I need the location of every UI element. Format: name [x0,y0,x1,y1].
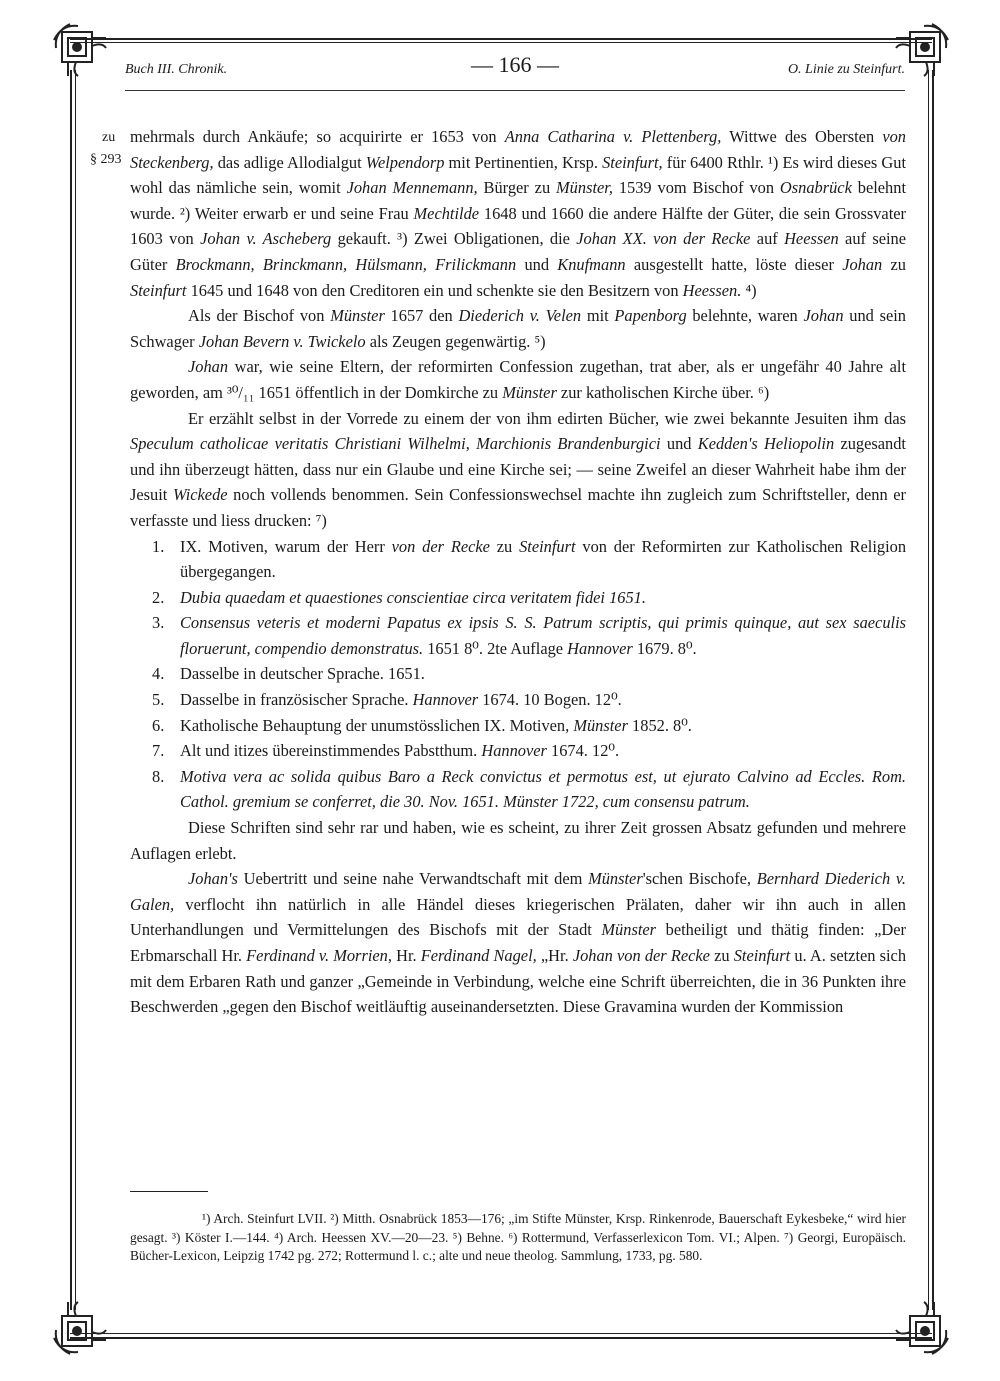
corner-ornament-bottom-left-icon [48,1298,110,1360]
running-header [125,52,905,88]
list-item: 3. Consensus veteris et moderni Papatus ex ipsis S. S. Patrum scriptis, qui primis quinque, aut sex saeculis floruerunt, compendio demonstratus. 1651 8⁰. 2te Auflage Hannover 1679. 8⁰. [152,613,906,658]
paragraph-6: Johan's Uebertritt und seine nahe Verwandtschaft mit dem Münster'schen Bischofe, Bernhard Diederich v. Galen, verflocht ihn natürlich in alle Händel dieses kriegerischen Prälaten, daher wir ihn auch in allen Unterhandlungen und Vermittelungen des Bischofs mit der Stadt Münster betheiligt und thätig finden: „Der Erbmarschall Hr. Ferdinand v. Morrien, Hr. Ferdinand Nagel, „Hr. Johan von der Recke zu Steinfurt u. A. setzten sich mit dem Erbaren Rath und ganzer „Gemeinde in Verbindung, welche eine Schrift überreichten, die in 36 Punkten ihre Beschwerden „gegen den Bischof weitläuftig auseinandersetzten. Diese Gravamina wurden der Kommission [130,869,907,1017]
frame-bottom-line-inner [70,1333,932,1334]
list-item: 4. Dasselbe in deutscher Sprache. 1651. [152,664,425,684]
paragraph-3: Johan war, wie seine Eltern, der reformirten Confession zugethan, trat aber, als er ungefähr 40 Jahre alt geworden, am ³⁰/₁₁ 1651 öffentlich in der Domkirche zu Münster zur katholischen Kirche über. ⁶) [130,357,906,402]
corner-ornament-top-left-icon [48,18,110,80]
frame-top-line [70,38,932,40]
footnotes [130,1210,906,1266]
list-item: 8. Motiva vera ac solida quibus Baro a Reck convictus et permotus est, ut ejurato Calvino ad Eccles. Rom. Cathol. gremium se conferret, die 30. Nov. 1651. Münster 1722, cum consensu patrum. [152,766,906,812]
header-book-chapter: Buch III. Chronik. [125,62,228,77]
footnote-rule [130,1191,208,1192]
list-item: 5. Dasselbe in französischer Sprache. Hannover 1674. 10 Bogen. 12⁰. [152,690,622,710]
frame-left-line-inner [75,70,76,1310]
paragraph-1: mehrmals durch Ankäufe; so acquirirte er 1653 von Anna Catharina v. Plettenberg, Wittwe des Obersten von Steckenberg, das adlige Allodialgut Welpendorp mit Pertinentien, Krsp. Steinfurt, für 6400 Rthlr. ¹) Es wird dieses Gut wohl das nämliche sein, womit Johan Mennemann, Bürger zu Münster, 1539 vom Bischof von Osnabrück belehnt wurde. ²) Weiter erwarb er und seine Frau Mechtilde 1648 und 1660 die andere Hälfte der Güter, die sein Grossvater 1603 von Johan v. Ascheberg gekauft. ³) Zwei Obligationen, die Johan XX. von der Recke auf Heessen auf seine Güter Brockmann, Brinckmann, Hülsmann, Frilickmann und Knufmann ausgestellt hatte, löste dieser Johan zu Steinfurt 1645 und 1648 von den Creditoren ein und schenkte sie den Besitzern von Heessen. ⁴) [130,127,907,300]
frame-top-line-inner [70,42,932,43]
main-text [130,124,906,1020]
frame-bottom-line [70,1337,932,1339]
publication-list [130,534,906,816]
corner-ornament-bottom-right-icon [892,1298,954,1360]
list-item: 6. Katholische Behauptung der unumstösslichen IX. Motiven, Münster 1852. 8⁰. [152,715,692,735]
paragraph-2: Als der Bischof von Münster 1657 den Diederich v. Velen mit Papenborg belehnte, waren Johan und sein Schwager Johan Bevern v. Twickelo als Zeugen gegenwärtig. ⁵) [130,306,906,351]
header-section-title: O. Linie zu Steinfurt. [787,62,905,77]
frame-right-line [932,70,934,1310]
header-rule [125,90,905,91]
margin-note-zu: zu [102,130,116,145]
page-number: — 166 — [471,52,559,77]
list-item: 2. Dubia quaedam et quaestiones conscientiae circa veritatem fidei 1651. [152,587,646,607]
list-item: 1. IX. Motiven, warum der Herr von der Recke zu Steinfurt von der Reformirten zur Katholischen Religion übergegangen. [152,536,907,582]
paragraph-4: Er erzählt selbst in der Vorrede zu einem der von ihm edirten Bücher, wie zwei bekannte Jesuiten ihm das Speculum catholicae veritatis Christiani Wilhelmi, Marchionis Brandenburgici und Kedden's Heliopolin zugesandt und ihn überzeugt hätten, dass nur ein Glaube und eine Kirche sei; — seine Zweifel an dieser Wahrheit habe ihm der Jesuit Wickede noch vollends benommen. Sein Confessionswechsel machte ihn zugleich zum Schriftsteller, denn er verfasste und liess drucken: ⁷) [130,408,906,530]
margin-note-section: § 293 [90,152,122,167]
frame-left-line [70,70,72,1310]
frame-right-line-inner [928,70,929,1310]
paragraph-5: Diese Schriften sind sehr rar und haben, wie es scheint, zu ihrer Zeit grossen Absatz gefunden und mehrere Auflagen erlebt. [130,818,906,863]
footnote-text: ¹) Arch. Steinfurt LVII. ²) Mitth. Osnabrück 1853—176; „im Stifte Münster, Krsp. Rinkenrode, Bauerschaft Eykesbeke,“ wird hier gesagt. ³) Köster I.—144. ⁴) Arch. Heessen XV.—20—23. ⁵) Behne. ⁶) Rottermund, Verfasserlexicon Tom. VI.; Alpen. ⁷) Georgi, Europäisch. Bücher-Lexicon, Leipzig 1742 pg. 272; Rottermund l. c.; alte und neue theolog. Sammlung, 1733, pg. 580. [130,1211,906,1263]
list-item: 7. Alt und itizes übereinstimmendes Pabstthum. Hannover 1674. 12⁰. [152,741,620,761]
